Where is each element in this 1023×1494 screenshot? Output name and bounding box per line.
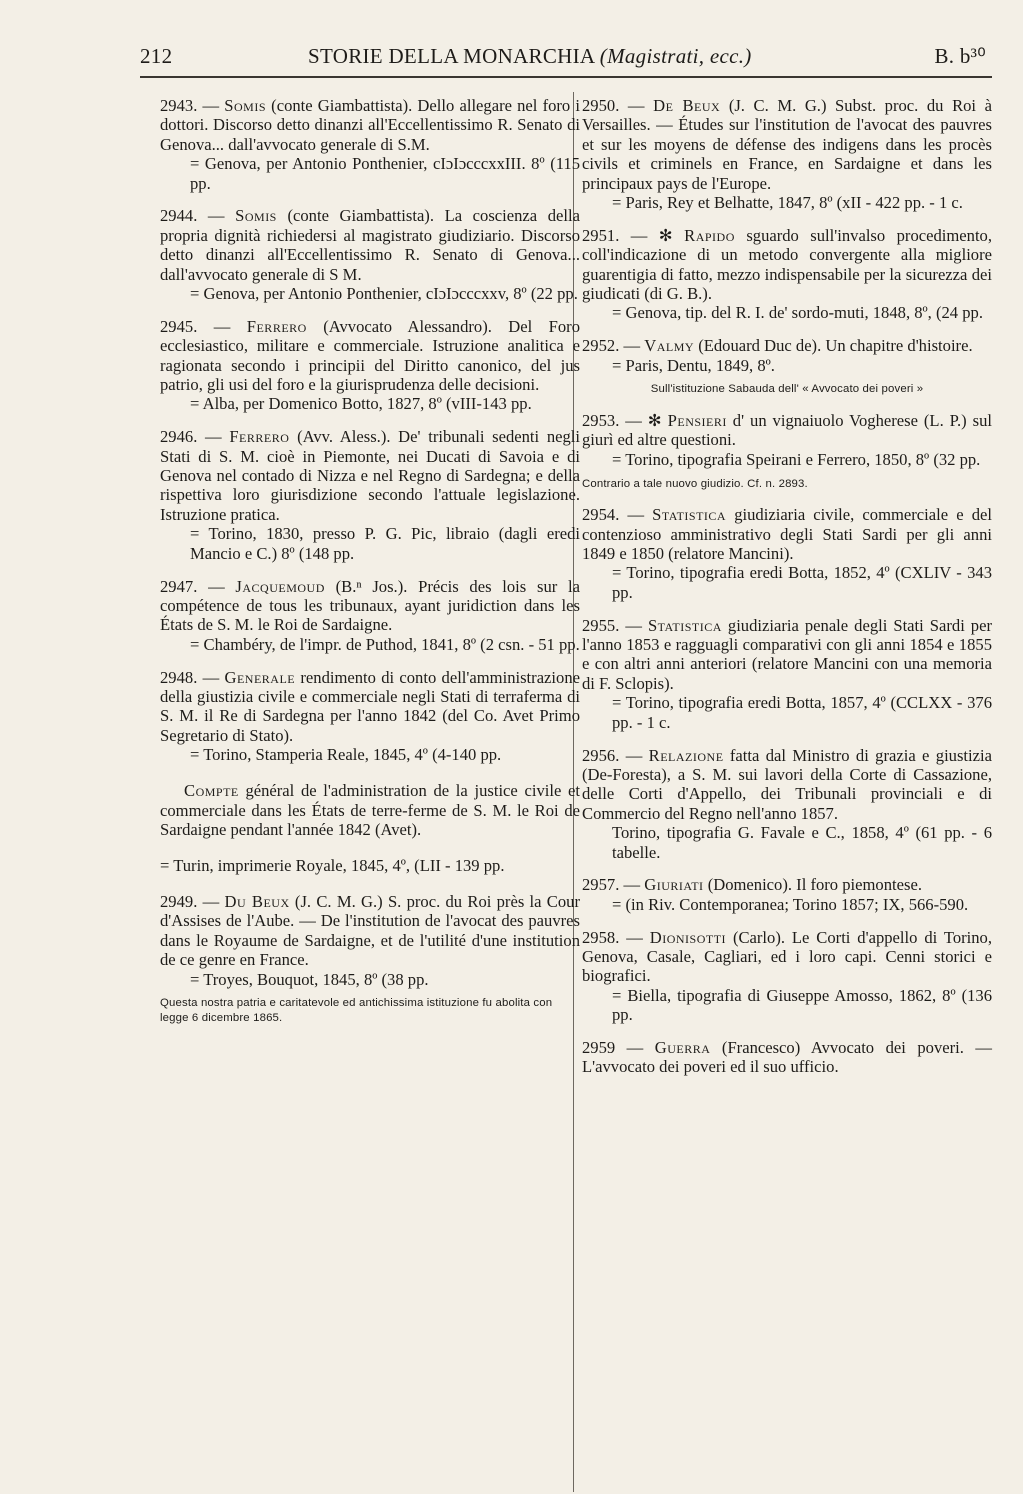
entry-number: 2948. —	[160, 667, 225, 687]
entry-author: Statistica	[652, 505, 727, 525]
entry-text: (J. C. M. G.) S. proc. du Roi près la Cour d'Assises de l'Aube. — De l'institution de l'avocat des pauvres dans le Royaume de Sardaigne, et de l'utilité d'une institution de ce genre en France.	[160, 891, 580, 970]
entry-author: Ferrero	[229, 427, 290, 447]
entry-2943	[160, 96, 580, 193]
entry-number: 2951. — ✻	[582, 225, 685, 245]
entry-imprint: = Torino, Stamperia Reale, 1845, 4º (4-140 pp.	[190, 745, 502, 765]
entry-imprint: = Genova, tip. del R. I. de' sordo-muti, 1848, 8º, (24 pp.	[612, 303, 983, 323]
entry-text: (Francesco) Avvocato dei poveri. — L'avvocato dei poveri ed il suo ufficio.	[582, 1037, 992, 1077]
entry-author: Rapido	[684, 225, 735, 245]
entry-number: 2959 —	[582, 1037, 655, 1057]
entry-2954	[582, 505, 992, 602]
entry-number: 2956. —	[582, 745, 649, 765]
entry-author: Compte	[184, 781, 239, 801]
entry-imprint: = Troyes, Bouquot, 1845, 8º (38 pp.	[190, 969, 429, 989]
entry-imprint: = Chambéry, de l'impr. de Puthod, 1841, 8º (2 csn. - 51 pp.	[190, 634, 580, 654]
entry-text: (J. C. M. G.) Subst. proc. du Roi à Versailles. — Études sur l'institution de l'avocat des pauvres et sur les moyens de défense des indigens dans les procès civils et criminels en France, en Sardaigne et dans les principaux pays de l'Europe.	[582, 96, 992, 193]
entry-2949	[160, 892, 580, 989]
entry-text: sguardo sull'invalso procedimento, coll'indicazione di un metodo convergente alla migliore guarentigia di fatto, mezzo indispensabile per la sicurezza dei giudicati (di G. B.).	[582, 225, 993, 304]
entry-compte	[160, 781, 580, 875]
entry-2957	[582, 875, 992, 914]
entry-imprint: = Turin, imprimerie Royale, 1845, 4º, (LII - 139 pp.	[160, 855, 505, 875]
entry-text: (Avvocato Alessandro). Del Foro ecclesiastico, militare e commerciale. Istruzione analitica e ragionata secondo i principii del Diritto canonico, del jus patrio, gli usi del foro e la giurisprudenza delle decisioni.	[160, 316, 580, 395]
left-column	[160, 96, 580, 1040]
entry-number: 2944. —	[160, 206, 236, 226]
entry-text: (Avv. Aless.). De' tribunali sedenti negli Stati di S. M. cioè in Piemonte, nei Ducati di Savoia e di Genova nel contado di Nizza e nel Regno di Sardegna; e della rispettiva loro giurisdizione secondo l'attuale legislazione. Istruzione pratica.	[160, 427, 580, 524]
entry-text: (B.ⁿ Jos.). Précis des lois sur la compétence de tous les tribunaux, ayant juridiction dans les États de S. M. le Roi de Sardaigne.	[160, 576, 580, 635]
entry-author: Ferrero	[246, 316, 307, 336]
entry-number: 2957. —	[582, 875, 645, 895]
entry-author: Valmy	[644, 336, 695, 356]
entry-2953	[582, 411, 992, 469]
entry-number: 2958. —	[582, 927, 650, 947]
note-2949: Questa nostra patria e caritatevole ed antichissima istituzione fu abolita con legge 6 dicembre 1865.	[160, 997, 553, 1024]
entry-text: (conte Giambattista). Dello allegare nel foro i dottori. Discorso detto dinanzi all'Eccellentissimo R. Senato di Genova... dall'avvocato generale di S.M.	[160, 96, 580, 154]
entry-imprint: = Torino, 1830, presso P. G. Pic, libraio (dagli eredi Mancio e C.) 8º (148 pp.	[190, 524, 580, 563]
entry-2951	[582, 226, 992, 323]
entry-2956	[582, 746, 992, 862]
entry-author: Pensieri	[667, 411, 727, 431]
entry-text: (conte Giambattista). La coscienza della propria dignità richiedersi al magistrato giudiziario. Discorso detto dinanzi all'Eccellentissimo R. Senato di Genova... dall'avvocato generale di S M.	[160, 206, 581, 284]
entry-text: d' un vignaiuolo Vogherese (L. P.) sul giurì ed altre questioni.	[582, 411, 993, 450]
entry-author: Guerra	[654, 1037, 711, 1057]
note-2952: Sull'istituzione Sabauda dell' « Avvocato dei poveri »	[650, 383, 924, 396]
signature-mark: B. b³⁰	[934, 44, 986, 68]
entry-number: 2943. —	[160, 96, 225, 115]
running-title-sub: (Magistrati, ecc.)	[599, 44, 752, 68]
entry-text: (Domenico). Il foro piemontese.	[703, 875, 922, 895]
entry-imprint: = Genova, per Antonio Ponthenier, cIɔIɔcccxxv, 8º (22 pp.	[190, 284, 578, 304]
right-column	[582, 96, 992, 1090]
page-number: 212	[140, 44, 173, 68]
entry-number: 2947. —	[160, 576, 236, 596]
entry-number: 2953. — ✻	[582, 411, 668, 431]
entry-imprint: Torino, tipografia G. Favale e C., 1858, 4º (61 pp. - 6 tabelle.	[612, 823, 992, 862]
entry-2952	[582, 336, 992, 375]
entry-author: Giuriati	[644, 875, 704, 895]
entry-imprint: = Torino, tipografia eredi Botta, 1857, 4º (CCLXX - 376 pp. - 1 c.	[612, 693, 992, 732]
entry-author: Generale	[224, 667, 296, 687]
entry-number: 2954. —	[582, 505, 653, 525]
entry-number: 2955. —	[582, 615, 648, 635]
entry-author: Statistica	[647, 615, 722, 635]
entry-2948	[160, 668, 580, 765]
entry-imprint: = Paris, Rey et Belhatte, 1847, 8º (xII - 422 pp. - 1 c.	[612, 193, 963, 213]
entry-number: 2945. —	[160, 316, 247, 336]
entry-text: (Carlo). Le Corti d'appello di Torino, Genova, Casale, Cagliari, ed i loro capi. Cenni storici e biografici.	[582, 927, 992, 986]
entry-imprint: = Torino, tipografia Speirani e Ferrero, 1850, 8º (32 pp.	[612, 449, 981, 469]
entry-imprint: = Genova, per Antonio Ponthenier, cIɔIɔcccxxIII. 8º (115 pp.	[190, 154, 580, 193]
entry-text: fatta dal Ministro di grazia e giustizia (De-Foresta), a S. M. sui lavori della Corte di Cassazione, delle Corti d'Appello, dei Tribunali provinciali e di Commercio del Regno nell'anno 1857.	[582, 745, 992, 823]
entry-text: général de l'administration de la justice civile et commerciale dans les États de terre-ferme de S. M. le Roi de Sardaigne pendant l'année 1842 (Avet).	[160, 781, 580, 839]
entry-imprint: = Alba, per Domenico Botto, 1827, 8º (vIII-143 pp.	[190, 394, 532, 414]
entry-text: rendimento di conto dell'amministrazione della giustizia civile e commerciale negli Stati di terraferma di S. M. il Re di Sardegna per l'anno 1842 (del Co. Avet Primo Segretario di Stato).	[160, 667, 580, 745]
entry-text: giudiziaria penale degli Stati Sardi per l'anno 1853 e ragguagli comparativi con gli anni 1854 e 1855 e con altri anni anteriori (relatore Mancini con una memoria di F. Sclopis).	[582, 615, 992, 693]
entry-imprint: = (in Riv. Contemporanea; Torino 1857; IX, 566-590.	[612, 894, 969, 914]
entry-2944	[160, 206, 580, 303]
entry-2958	[582, 928, 992, 1025]
entry-imprint: = Paris, Dentu, 1849, 8º.	[612, 355, 775, 375]
entry-2955	[582, 616, 992, 732]
note-2953: Contrario a tale nuovo giudizio. Cf. n. 2893.	[582, 477, 808, 490]
entry-2945	[160, 317, 580, 414]
entry-2946	[160, 427, 580, 563]
entry-text: giudiziaria civile, commerciale e del contenzioso amministrativo degli Stati Sardi per gli anni 1849 e 1850 (relatore Mancini).	[582, 505, 992, 564]
header-rule	[140, 76, 992, 78]
entry-number: 2952. —	[582, 336, 645, 356]
entry-author: Somis	[224, 96, 267, 115]
entry-imprint: = Torino, tipografia eredi Botta, 1852, 4º (CXLIV - 343 pp.	[612, 563, 992, 602]
running-title	[308, 44, 752, 69]
entry-author: Du Beux	[224, 891, 290, 911]
entry-number: 2949. —	[160, 891, 225, 911]
entry-imprint: = Biella, tipografia di Giuseppe Amosso, 1862, 8º (136 pp.	[612, 985, 992, 1025]
entry-number: 2950. —	[582, 96, 654, 115]
entry-author: Somis	[235, 206, 277, 226]
entry-number: 2946. —	[160, 427, 230, 447]
entry-author: Relazione	[648, 745, 724, 765]
running-header	[140, 44, 992, 74]
entry-2947	[160, 577, 580, 655]
running-title-main: STORIE DELLA MONARCHIA	[308, 44, 595, 68]
entry-author: Jacquemoud	[235, 576, 325, 596]
entry-2950	[582, 96, 992, 212]
entry-author: Dionisotti	[649, 927, 727, 947]
entry-author: De Beux	[653, 96, 721, 115]
entry-text: (Edouard Duc de). Un chapitre d'histoire.	[694, 336, 973, 356]
entry-2959	[582, 1038, 992, 1077]
